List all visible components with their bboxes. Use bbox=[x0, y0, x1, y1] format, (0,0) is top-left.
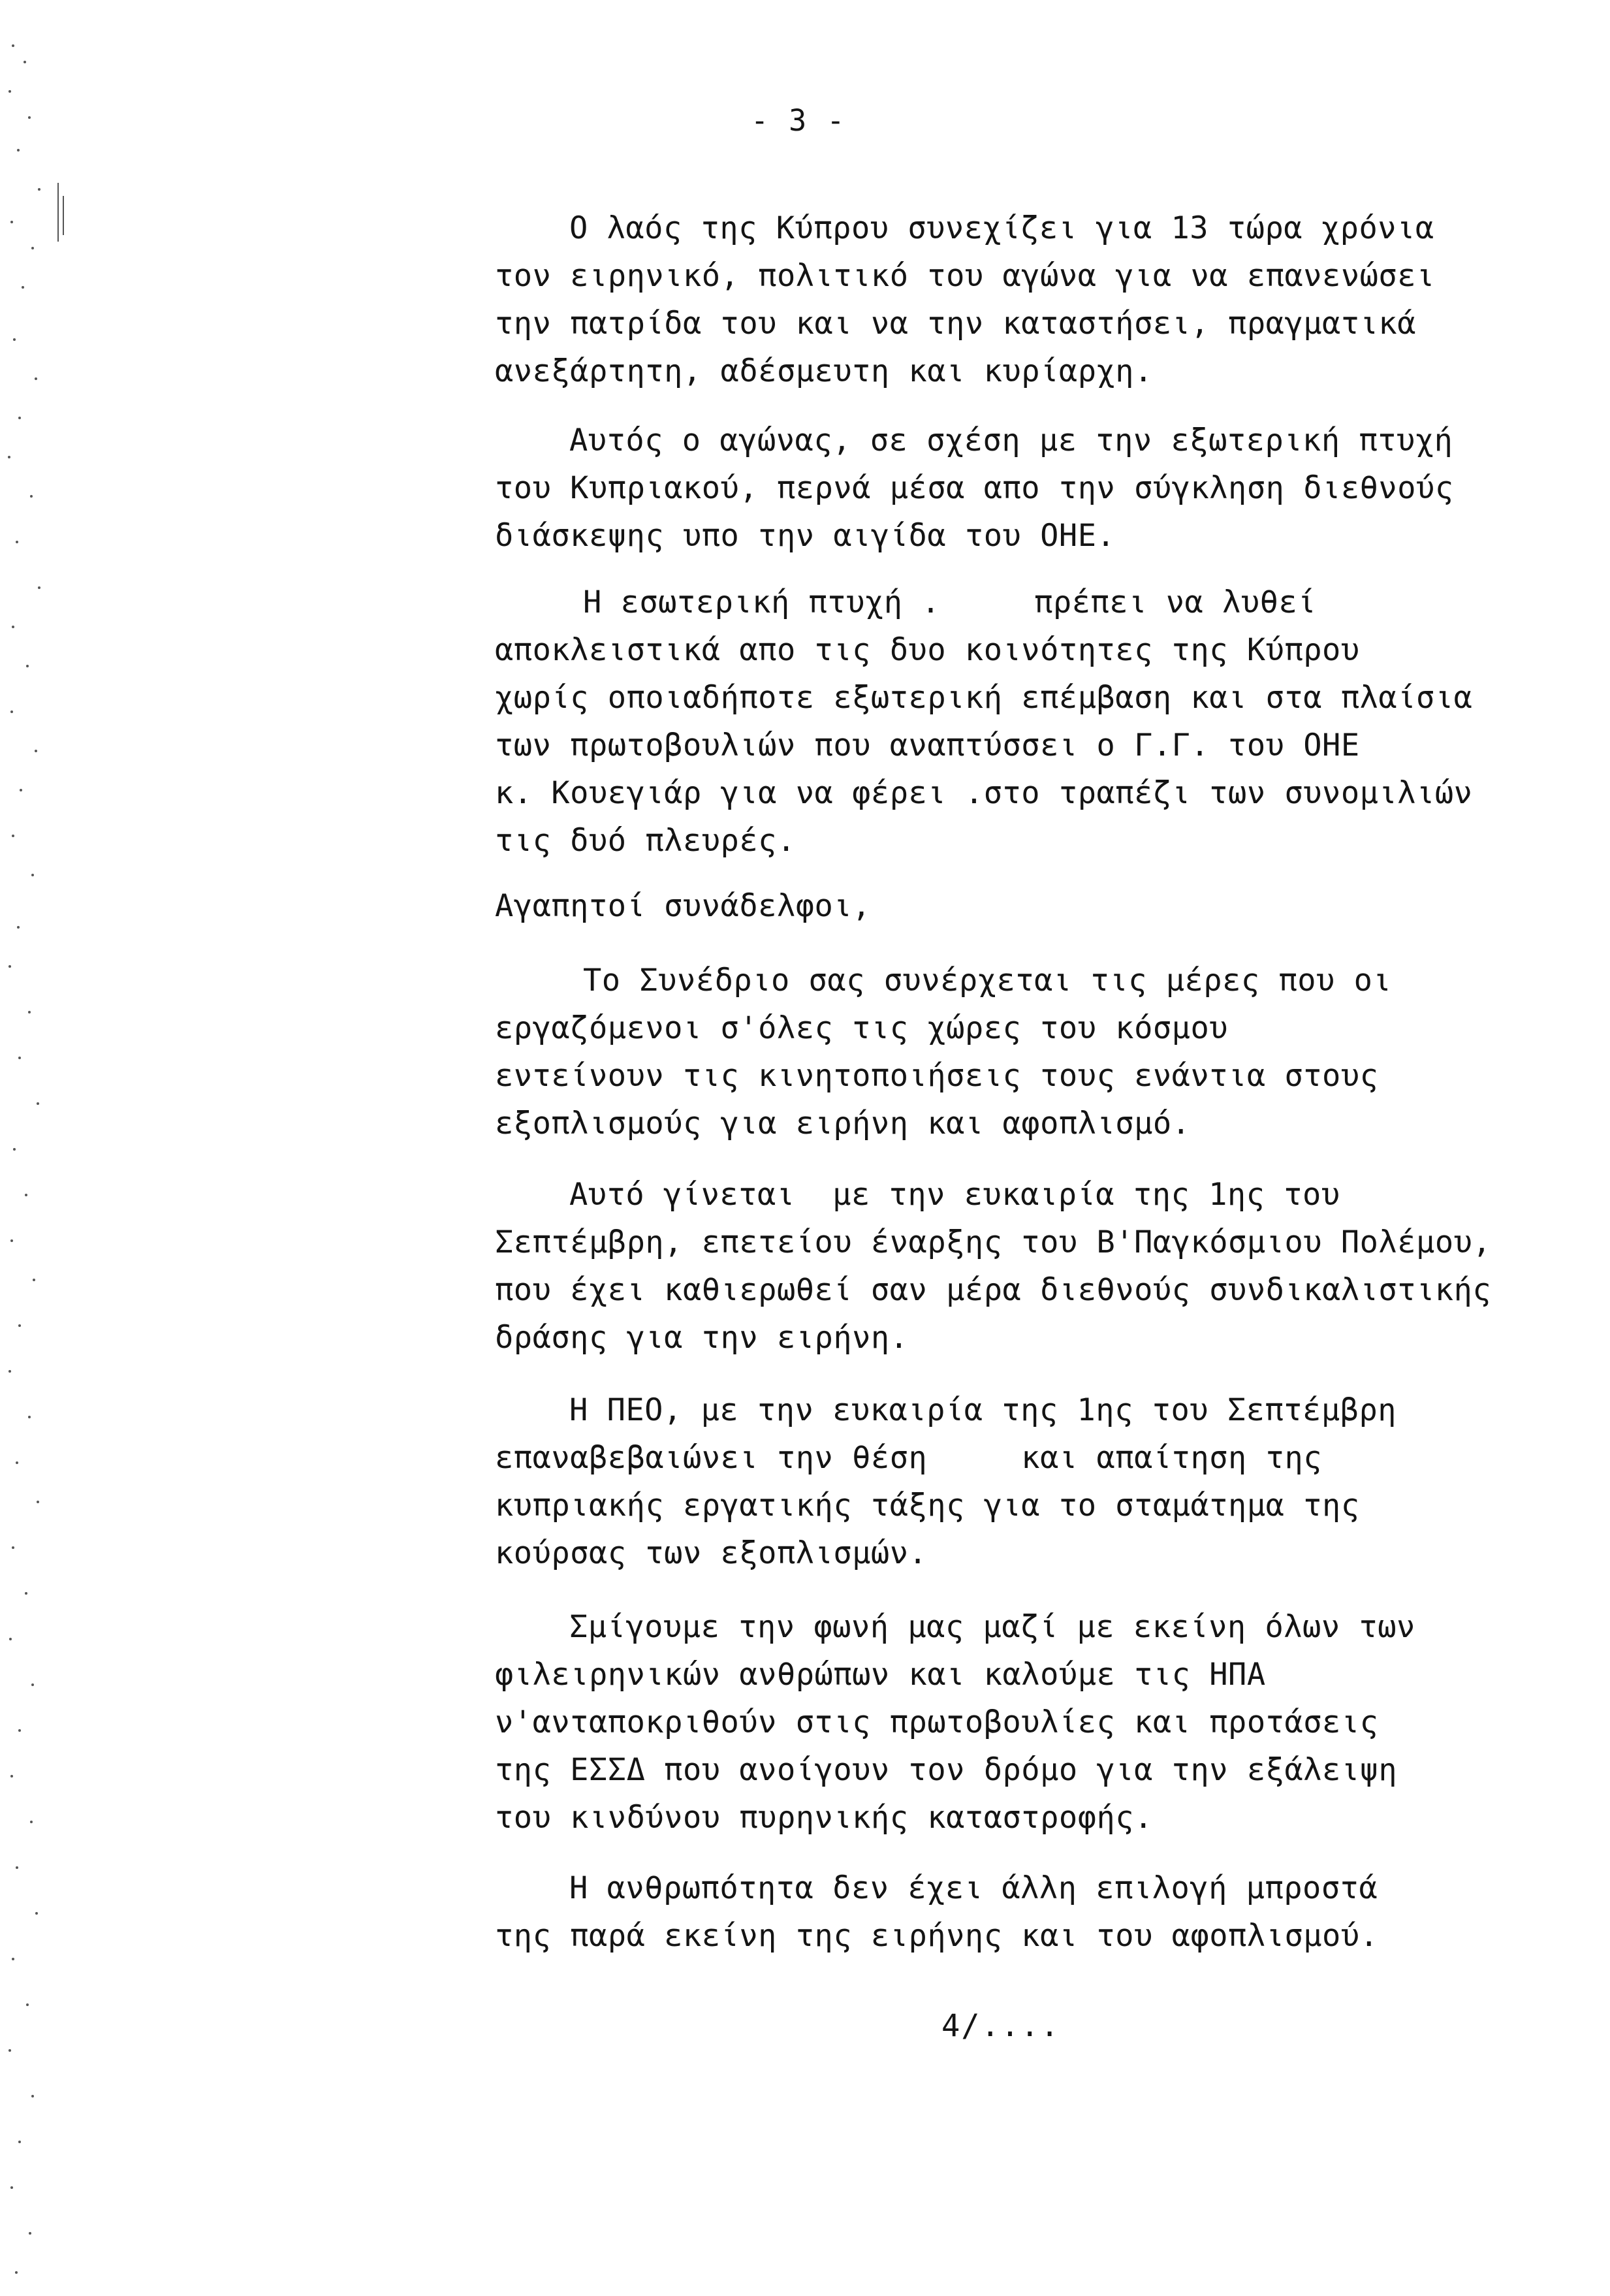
text-line: εξοπλισμούς για ειρήνη και αφοπλισμό. bbox=[495, 1106, 1191, 1141]
text-line: κ. Κουεγιάρ για να φέρει .στο τραπέζι των συνομιλιών bbox=[495, 775, 1473, 811]
text-line: χωρίς οποιαδήποτε εξωτερική επέμβαση και στα πλαίσια bbox=[495, 680, 1473, 716]
text-line: του κινδύνου πυρηνικής καταστροφής. bbox=[495, 1800, 1153, 1836]
text-line: Σμίγουμε την φωνή μας μαζί με εκείνη όλων των bbox=[569, 1609, 1415, 1645]
page-number: - 3 - bbox=[751, 103, 846, 138]
text-line: Το Συνέδριο σας συνέρχεται τις μέρες που οι bbox=[583, 963, 1392, 998]
text-line: εντείνουν τις κινητοποιήσεις τους ενάντια στους bbox=[495, 1058, 1379, 1094]
text-line: Η ΠΕΟ, με την ευκαιρία της 1ης του Σεπτέμβρη bbox=[569, 1392, 1397, 1428]
text-line: εργαζόμενοι σ'όλες τις χώρες του κόσμου bbox=[495, 1010, 1229, 1046]
text-line: διάσκεψης υπο την αιγίδα του ΟΗΕ. bbox=[495, 518, 1116, 554]
text-line: Σεπτέμβρη, επετείου έναρξης του Β'Παγκόσμιου Πολέμου, bbox=[495, 1224, 1492, 1260]
text-line: των πρωτοβουλιών που αναπτύσσει ο Γ.Γ. του ΟΗΕ bbox=[495, 727, 1360, 763]
text-line: αποκλειστικά απο τις δυο κοινότητες της Κύπρου bbox=[495, 632, 1360, 668]
text-line: Ο λαός της Κύπρου συνεχίζει για 13 τώρα χρόνια bbox=[569, 210, 1434, 246]
text-line: δράσης για την ειρήνη. bbox=[495, 1320, 909, 1356]
text-line: Η εσωτερική πτυχή . πρέπει να λυθεί bbox=[583, 584, 1317, 620]
text-line: της παρά εκείνη της ειρήνης και του αφοπλισμού. bbox=[495, 1918, 1379, 1954]
text-line: Αυτός ο αγώνας, σε σχέση με την εξωτερική πτυχή bbox=[569, 423, 1453, 458]
text-line: του Κυπριακού, περνά μέσα απο την σύγκληση διεθνούς bbox=[495, 470, 1454, 506]
text-line: φιλειρηνικών ανθρώπων και καλούμε τις ΗΠΑ bbox=[495, 1657, 1266, 1693]
text-line: που έχει καθιερωθεί σαν μέρα διεθνούς συνδικαλιστικής bbox=[495, 1272, 1492, 1308]
text-line: κούρσας των εξοπλισμών. bbox=[495, 1535, 928, 1571]
text-line: κυπριακής εργατικής τάξης για το σταμάτημα της bbox=[495, 1488, 1360, 1523]
text-line: ν'ανταποκριθούν στις πρωτοβουλίες και προτάσεις bbox=[495, 1704, 1379, 1740]
text-line: επαναβεβαιώνει την θέση και απαίτηση της bbox=[495, 1440, 1323, 1476]
text-line: τις δυό πλευρές. bbox=[495, 823, 796, 859]
page-continuation: 4/.... bbox=[941, 2008, 1060, 2044]
text-line: Αγαπητοί συνάδελφοι, bbox=[495, 888, 871, 924]
text-line: τον ειρηνικό, πολιτικό του αγώνα για να επανενώσει bbox=[495, 258, 1435, 294]
text-line: της ΕΣΣΔ που ανοίγουν τον δρόμο για την εξάλειψη bbox=[495, 1752, 1398, 1788]
scan-edge-noise bbox=[0, 0, 85, 2296]
text-line: Η ανθρωπότητα δεν έχει άλλη επιλογή μπροστά bbox=[569, 1870, 1378, 1906]
text-line: την πατρίδα του και να την καταστήσει, πραγματικά bbox=[495, 306, 1417, 342]
text-line: Αυτό γίνεται με την ευκαιρία της 1ης του bbox=[569, 1177, 1340, 1213]
text-line: ανεξάρτητη, αδέσμευτη και κυρίαρχη. bbox=[495, 353, 1153, 389]
